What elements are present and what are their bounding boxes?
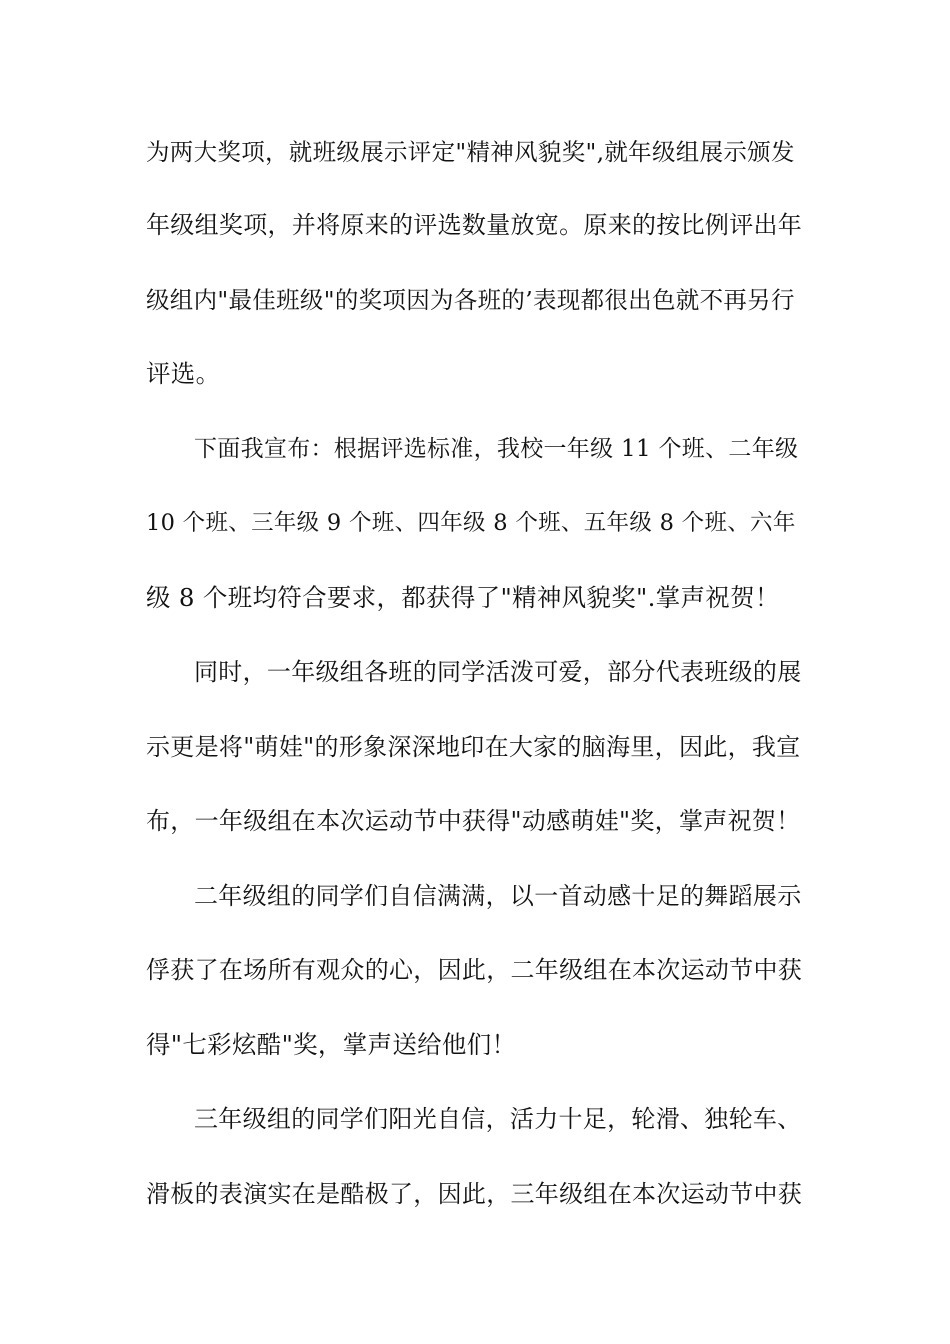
text-line: 滑板的表演实在是酷极了，因此，三年级组在本次运动节中获 — [146, 1180, 803, 1208]
text-line: 级组内"最佳班级"的奖项因为各班的’表现都很出色就不再另行 — [146, 286, 795, 314]
text-line: 为两大奖项，就班级展示评定"精神风貌奖",就年级组展示颁发 — [146, 138, 795, 166]
paragraph-first-line: 下面我宣布：根据评选标准，我校一年级 11 个班、二年级 — [194, 436, 799, 462]
text-line: 得"七彩炫酷"奖，掌声送给他们！ — [146, 1030, 517, 1059]
text-line: 布，一年级组在本次运动节中获得"动感萌娃"奖，掌声祝贺！ — [146, 807, 801, 835]
paragraph-first-line: 同时，一年级组各班的同学活泼可爱，部分代表班级的展 — [194, 658, 802, 686]
text-line: 级 8 个班均符合要求，都获得了"精神风貌奖".掌声祝贺！ — [146, 583, 780, 612]
text-line: 俘获了在场所有观众的心，因此，二年级组在本次运动节中获 — [146, 956, 803, 984]
paragraph-first-line: 三年级组的同学们阳光自信，活力十足，轮滑、独轮车、 — [194, 1105, 802, 1133]
text-line: 示更是将"萌娃"的形象深深地印在大家的脑海里，因此，我宣 — [146, 733, 801, 761]
text-line: 评选。 — [146, 359, 221, 388]
text-line: 10 个班、三年级 9 个班、四年级 8 个班、五年级 8 个班、六年 — [146, 510, 796, 536]
text-line: 年级组奖项，并将原来的评选数量放宽。原来的按比例评出年 — [146, 211, 803, 239]
paragraph-first-line: 二年级组的同学们自信满满，以一首动感十足的舞蹈展示 — [194, 882, 802, 910]
